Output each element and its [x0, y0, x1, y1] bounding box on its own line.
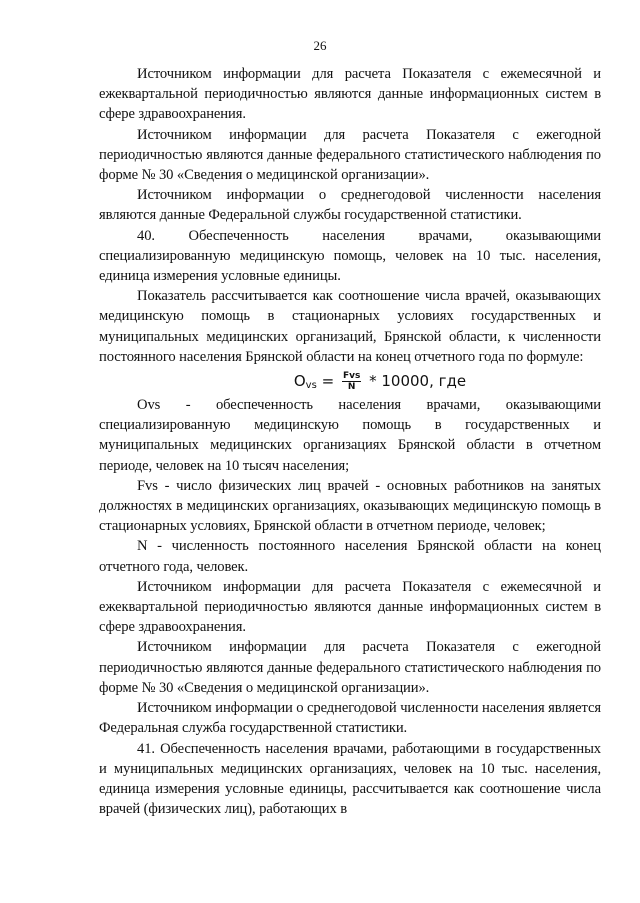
paragraph-item-41: 41. Обеспеченность населения врачами, работающими в государственных и муниципальных медицинских организациях, человек на 10 тыс. населения, единица измерения условные единицы, рассчитывается как соотношение числа врачей (физических лиц), работающих в [99, 740, 601, 818]
paragraph-definition-ovs: Ovs - обеспеченность населения врачами, оказывающими специализированную медицинскую помощь в государственных и муниципальных медицинских организациях Брянской области в отчетном периоде, человек на 10 тысяч населения; [99, 397, 601, 474]
paragraph: Источником информации о среднегодовой численности населения являются данные Федеральной службы государственной статистики. [99, 187, 601, 224]
paragraph: Источником информации для расчета Показателя с ежегодной периодичностью являются данные федерального статистического наблюдения по форме № 30 «Сведения о медицинской организации». [99, 639, 601, 696]
page-number: 26 [313, 38, 327, 53]
paragraph: Источником информации для расчета Показателя с ежегодной периодичностью являются данные федерального статистического наблюдения по форме № 30 «Сведения о медицинской организации». [99, 126, 601, 184]
formula-rhs: * 10000, где [369, 372, 467, 391]
paragraph: Показатель рассчитывается как соотношение числа врачей, оказывающих медицинскую помощь в стационарных условиях государственных и муниципальных медицинских организаций, Брянской области, к численности постоянного населения Брянской области на конец отчетного года по формуле: [99, 288, 601, 365]
formula-fraction [342, 371, 361, 392]
formula-lhs-subscript: vs [305, 380, 317, 392]
formula [99, 367, 601, 395]
paragraph-definition-n: N - численность постоянного населения Брянской области на конец отчетного года, человек. [99, 538, 601, 575]
formula-numerator: Fvs [342, 371, 361, 382]
formula-equals: = [321, 372, 335, 391]
formula-lhs: O [293, 372, 306, 391]
paragraph: Источником информации о среднегодовой численности населения является Федеральная служба государственной статистики. [99, 700, 601, 737]
paragraph-item-40: 40. Обеспеченность населения врачами, оказывающими специализированную медицинскую помощь, человек на 10 тыс. населения, единица измерения условные единицы. [99, 227, 601, 285]
paragraph: Источником информации для расчета Показателя с ежемесячной и ежеквартальной периодичностью являются данные информационных систем в сфере здравоохранения. [99, 66, 601, 123]
paragraph-definition-fvs: Fvs - число физических лиц врачей - основных работников на занятых должностях в медицинских организациях, оказывающих медицинскую помощь в стационарных условиях, Брянской области в отчетном периоде, человек; [99, 477, 601, 535]
formula-denominator: N [347, 382, 356, 393]
document-body [99, 64, 601, 819]
paragraph: Источником информации для расчета Показателя с ежемесячной и ежеквартальной периодичностью являются данные информационных систем в сфере здравоохранения. [99, 578, 601, 636]
